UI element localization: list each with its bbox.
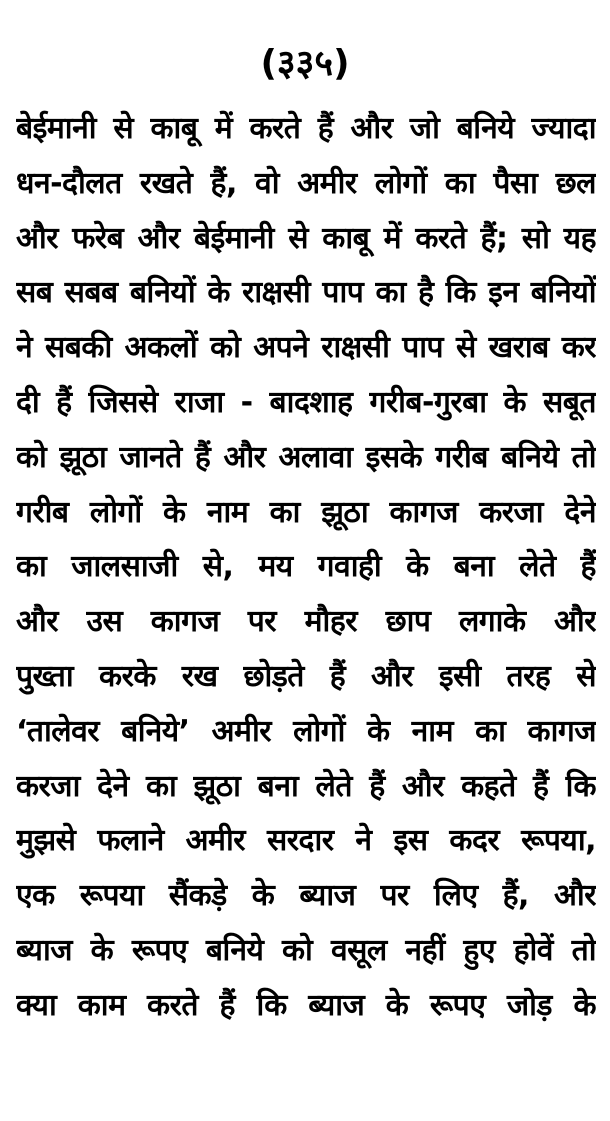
body-text [16,102,596,1034]
text-line: को झूठा जानते हैं और अलावा इसके गरीब बनिये तो [16,439,596,475]
text-line: दी हैं जिससे राजा - बादशाह गरीब-गुरबा के सबूत [16,384,596,420]
text-line: पुख्ता करके रख छोड़ते हैं और इसी तरह से [16,658,596,694]
text-line: गरीब लोगों के नाम का झूठा कागज करजा देने [16,494,596,530]
text-line: ने सबकी अकलों को अपने राक्षसी पाप से खराब कर [16,330,596,366]
text-line: ‘तालेवर बनिये’ अमीर लोगों के नाम का कागज [16,713,596,749]
text-line: मुझसे फलाने अमीर सरदार ने इस कदर रूपया, [16,823,596,859]
text-line: करजा देने का झूठा बना लेते हैं और कहते हैं कि [16,768,596,804]
text-line: एक रूपया सैंकड़े के ब्याज पर लिए हैं, और [16,878,596,914]
text-line: और उस कागज पर मौहर छाप लगाके और [16,604,596,640]
text-line: सब सबब बनियों के राक्षसी पाप का है कि इन बनियों [16,275,596,311]
text-line: बेईमानी से काबू में करते हैं और जो बनिये ज्यादा [16,111,596,146]
text-line: का जालसाजी से, मय गवाही के बना लेते हैं [16,549,596,585]
text-line: क्या काम करते हैं कि ब्याज के रूपए जोड़ के [16,987,596,1023]
page-number: (३३५) [260,43,350,84]
text-line: और फरेब और बेईमानी से काबू में करते हैं; सो यह [16,220,596,256]
text-line: ब्याज के रूपए बनिये को वसूल नहीं हुए होवें तो [16,932,596,968]
text-line: धन-दौलत रखते हैं, वो अमीर लोगों का पैसा छल [16,165,596,201]
